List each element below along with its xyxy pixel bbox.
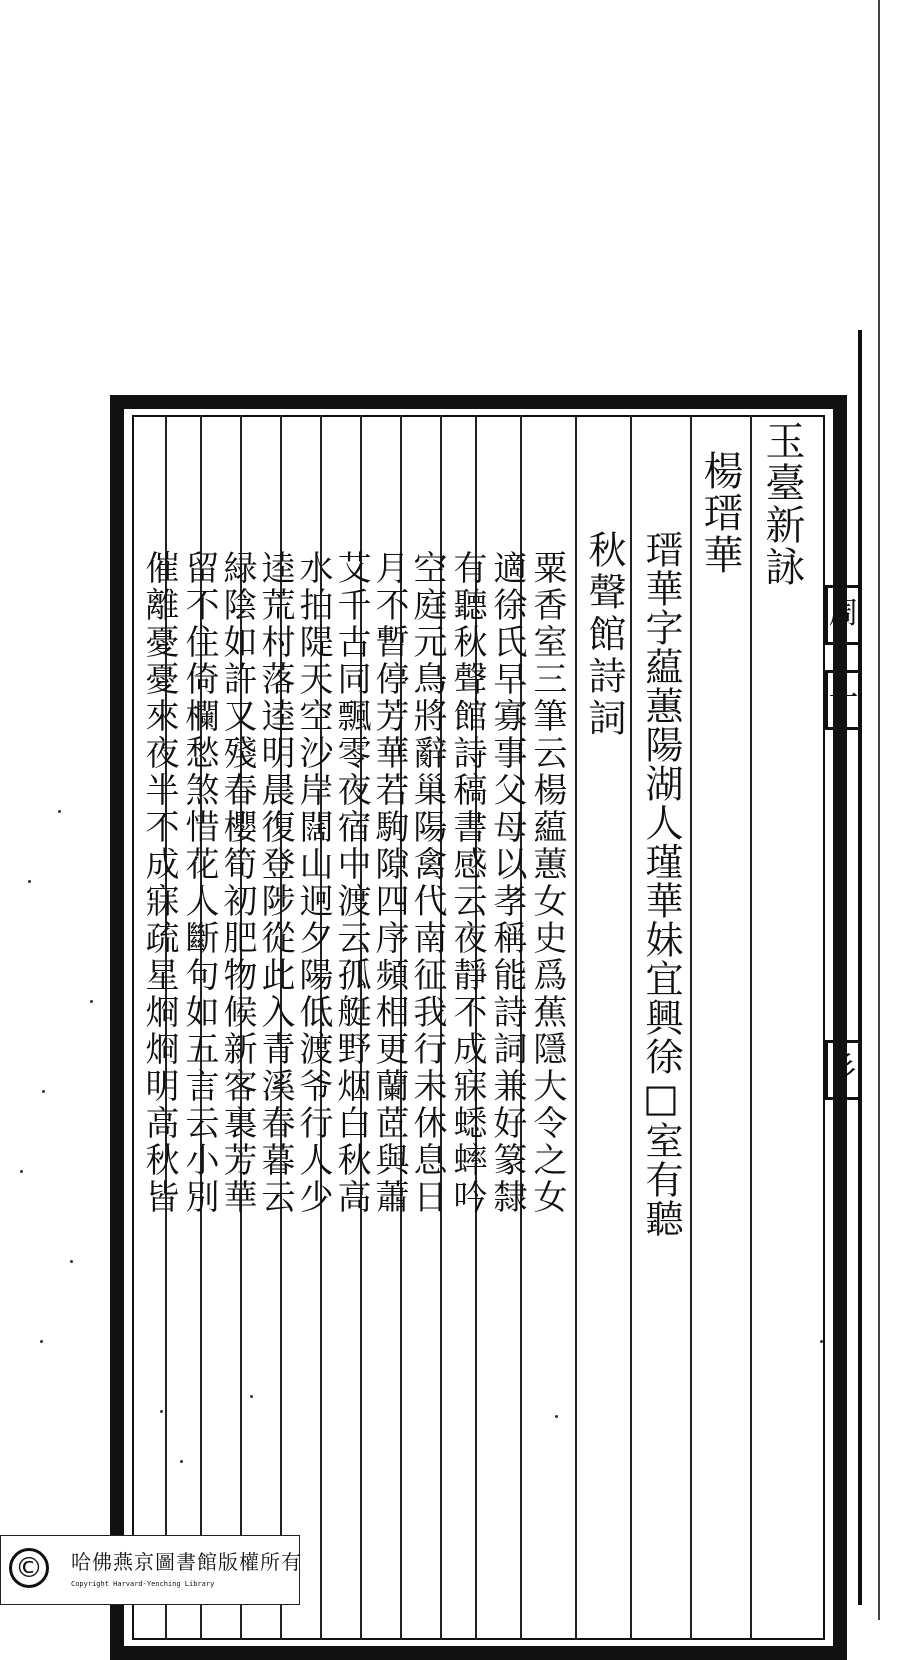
text-column: 緑陰如許又殘春櫻筍初肥物候新客裏芳華 <box>217 550 257 1216</box>
page-edge-line-outer <box>878 0 880 1620</box>
speckle <box>42 1090 45 1093</box>
text-column: 適徐氏早寡事父母以孝稱能詩詞兼好篆隸 <box>487 550 527 1216</box>
text-column: 瑨華字藴蕙陽湖人瑾華妹宜興徐□室有聽 <box>639 530 683 1238</box>
text-column: 留不住倚欄愁煞惜花人斷句如五言云小別 <box>179 550 219 1216</box>
speckle <box>820 1340 823 1343</box>
text-column <box>152 550 162 1216</box>
text-column: 粟香室三筆云楊藴蕙女史爲蕉隱大令之女 <box>527 550 567 1216</box>
speckle <box>160 1410 163 1413</box>
text-column: 月不暫停芳華若駒隙四序頻相更蘭茝與蕭 <box>369 550 409 1216</box>
banxin-mark: 一 <box>825 670 859 730</box>
text-column: 水拍隄天空沙岸闊山迥夕陽低渡爷行人少 <box>293 550 333 1216</box>
text-column: 空庭元鳥將辭巢陽禽代南征我行未休息日 <box>407 550 447 1216</box>
column-rule <box>690 415 692 1640</box>
speckle <box>180 1460 183 1463</box>
speckle <box>28 880 31 883</box>
column-rule <box>630 415 632 1640</box>
text-column <box>162 550 172 1216</box>
copyright-icon: © <box>9 1548 49 1588</box>
copyright-english: Copyright Harvard-Yenching Library <box>71 1580 215 1588</box>
text-column <box>172 550 182 1216</box>
speckle <box>555 1415 558 1418</box>
copyright-chinese: 哈佛燕京圖書館版權所有 <box>71 1550 302 1574</box>
column-rule <box>575 415 577 1640</box>
page-edge-line <box>858 330 862 1605</box>
speckle <box>58 810 61 813</box>
banxin-mark: 周 <box>825 585 859 645</box>
speckle <box>20 1170 23 1173</box>
text-column: 秋聲館詩詞 <box>582 530 626 740</box>
speckle <box>40 1340 43 1343</box>
author-name: 楊瑨華 <box>697 450 743 576</box>
column-rule <box>750 415 752 1640</box>
copyright-box <box>0 1535 300 1605</box>
speckle <box>70 1260 73 1263</box>
book-title: 玉臺新詠 <box>759 420 805 588</box>
text-column: 催離憂憂來夜半不成寐疏星烱烱明高秋皆 <box>139 550 179 1216</box>
text-column: 艾千古同飄零夜宿中渡云孤艇野烟白秋高 <box>331 550 371 1216</box>
speckle <box>250 1395 253 1398</box>
speckle <box>90 1000 93 1003</box>
banxin-mark: 彡 <box>825 1040 859 1100</box>
text-column: 有聽秋聲館詩稿書感云夜靜不成寐蟋蟀吟 <box>447 550 487 1216</box>
text-column: 逵荒村落逵明晨復登陟從此入青溪春暮云 <box>255 550 295 1216</box>
